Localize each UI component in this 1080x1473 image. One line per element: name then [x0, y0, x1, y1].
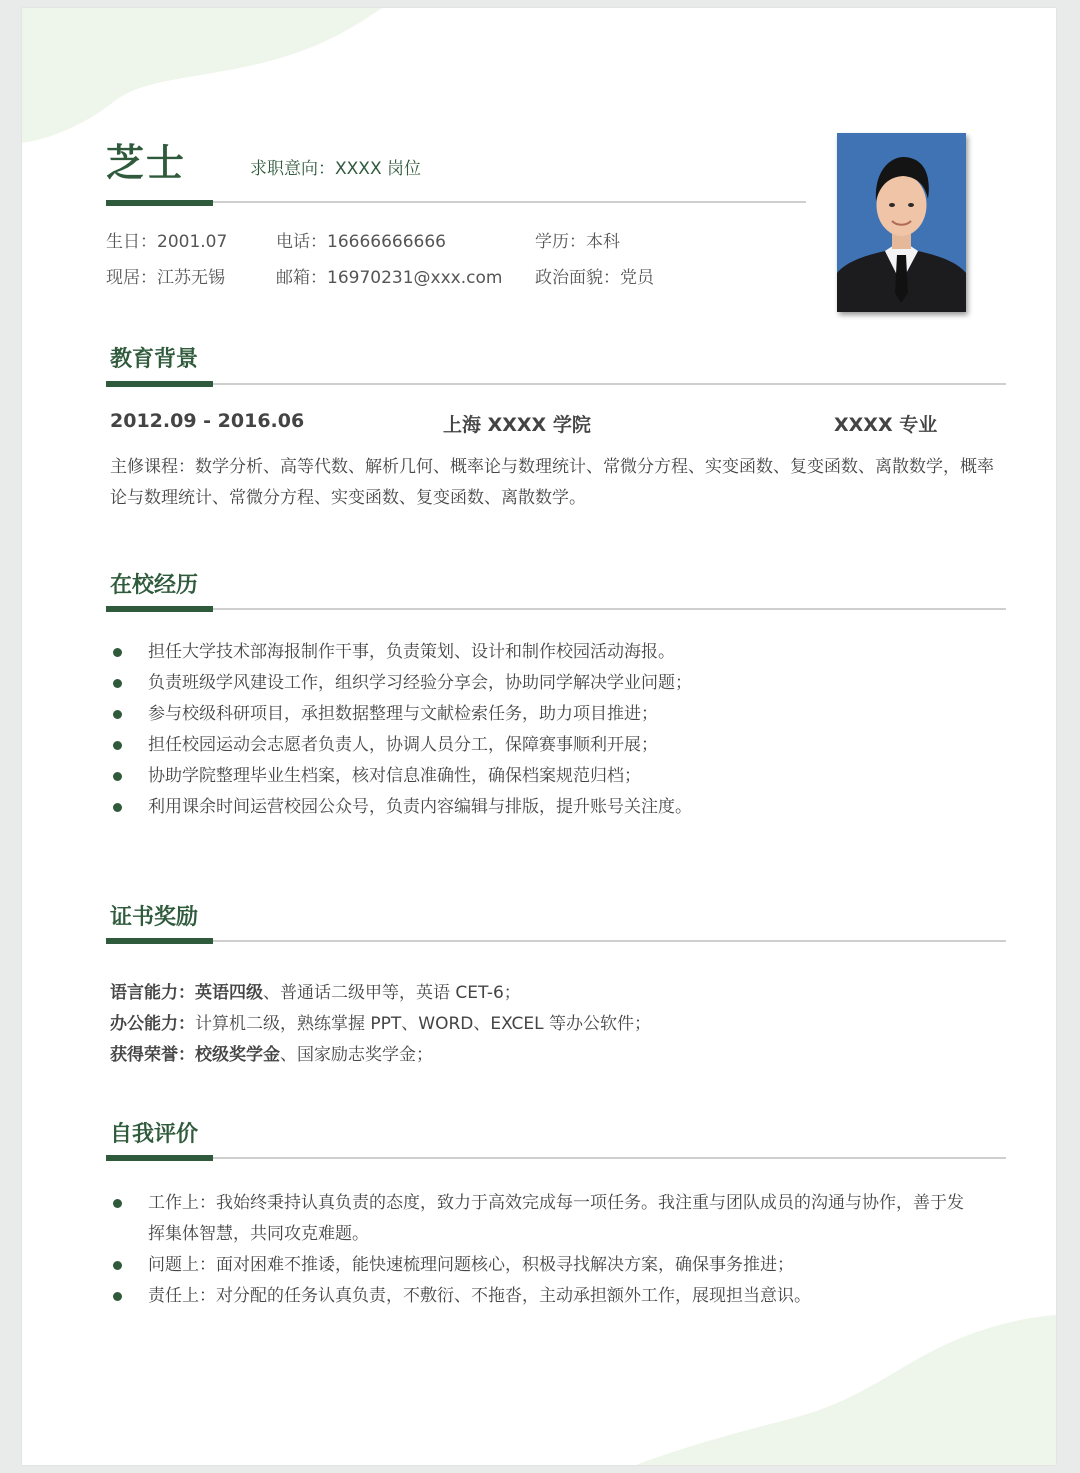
education-courses: 主修课程：数学分析、高等代数、解析几何、概率论与数理统计、常微分方程、实变函数、复变函数、离散数学，概率论与数理统计、常微分方程、实变函数、复变函数、离散数学。 [110, 457, 994, 508]
certs-title: 证书奖励 [110, 905, 199, 930]
list-item-text: 问题上：面对困难不推诿，能快速梳理问题核心，积极寻找解决方案，确保事务推进； [148, 1255, 794, 1275]
header-accent-bar [106, 200, 213, 206]
job-intent: 求职意向：XXXX 岗位 [250, 159, 421, 179]
bullet-dot-icon [113, 648, 122, 657]
education-accent-bar [106, 381, 213, 387]
cert-label: 办公能力： [110, 1014, 195, 1034]
self-eval-accent-bar [106, 1155, 213, 1161]
cert-highlight: 英语四级 [195, 983, 263, 1003]
cert-highlight: 校级奖学金 [195, 1045, 280, 1065]
education-major: XXXX 专业 [834, 414, 938, 436]
list-item-text: 利用课余时间运营校园公众号，负责内容编辑与排版，提升账号关注度。 [148, 797, 692, 817]
bullet-dot-icon [113, 710, 122, 719]
campus-title: 在校经历 [110, 573, 199, 598]
list-item [110, 792, 1010, 823]
list-item-text: 负责班级学风建设工作，组织学习经验分享会，协助同学解决学业问题； [148, 673, 692, 693]
bullet-dot-icon [113, 772, 122, 781]
profile-photo [837, 133, 966, 312]
bullet-dot-icon [113, 1261, 122, 1270]
cert-label: 语言能力： [110, 983, 195, 1003]
education-period: 2012.09 - 2016.06 [110, 410, 305, 432]
list-item-text: 担任大学技术部海报制作干事，负责策划、设计和制作校园活动海报。 [148, 642, 675, 662]
self-eval-divider [106, 1157, 1006, 1159]
birth-info: 生日：2001.07 [106, 232, 228, 252]
list-item-text: 参与校级科研项目，承担数据整理与文献检索任务，助力项目推进； [148, 704, 658, 724]
self-eval-title: 自我评价 [110, 1122, 199, 1147]
list-item-text: 协助学院整理毕业生档案，核对信息准确性，确保档案规范归档； [148, 766, 641, 786]
campus-list [110, 637, 1010, 823]
cert-row-honors [110, 1040, 433, 1065]
cert-row-office [110, 1009, 651, 1034]
list-item [110, 1281, 980, 1312]
bullet-dot-icon [113, 1292, 122, 1301]
bullet-dot-icon [113, 679, 122, 688]
phone-info: 电话：16666666666 [276, 232, 446, 252]
education-title: 教育背景 [110, 347, 199, 372]
email-info: 邮箱：16970231@xxx.com [276, 268, 503, 288]
residence-info: 现居：江苏无锡 [106, 268, 225, 288]
list-item-text: 工作上：我始终秉持认真负责的态度，致力于高效完成每一项任务。我注重与团队成员的沟通与协作，善于发挥集体智慧，共同攻克难题。 [148, 1193, 964, 1244]
list-item [110, 699, 1010, 730]
education-school: 上海 XXXX 学院 [443, 414, 591, 436]
degree-info: 学历：本科 [535, 232, 620, 252]
list-item [110, 1250, 980, 1281]
bullet-dot-icon [113, 1199, 122, 1208]
list-item [110, 637, 1010, 668]
self-eval-list [110, 1188, 980, 1312]
list-item [110, 668, 1010, 699]
campus-divider [106, 608, 1006, 610]
certs-accent-bar [106, 938, 213, 944]
list-item [110, 730, 1010, 761]
list-item-text: 担任校园运动会志愿者负责人，协调人员分工，保障赛事顺利开展； [148, 735, 658, 755]
candidate-name: 芝士 [106, 141, 187, 185]
bullet-dot-icon [113, 803, 122, 812]
campus-accent-bar [106, 606, 213, 612]
bottom-right-decoration [636, 1305, 1056, 1465]
education-divider [106, 383, 1006, 385]
cert-label: 获得荣誉： [110, 1045, 195, 1065]
cert-text: 、普通话二级甲等，英语 CET-6； [263, 983, 521, 1003]
cert-row-language [110, 978, 521, 1003]
list-item-text: 责任上：对分配的任务认真负责，不敷衍、不拖沓，主动承担额外工作，展现担当意识。 [148, 1286, 811, 1306]
politics-info: 政治面貌：党员 [535, 268, 654, 288]
list-item [110, 1188, 980, 1250]
cert-text: 、国家励志奖学金； [280, 1045, 433, 1065]
list-item [110, 761, 1010, 792]
resume-page [22, 8, 1056, 1465]
top-left-decoration [22, 8, 402, 158]
bullet-dot-icon [113, 741, 122, 750]
certs-divider [106, 940, 1006, 942]
cert-text: 计算机二级，熟练掌握 PPT、WORD、EXCEL 等办公软件； [195, 1014, 652, 1034]
